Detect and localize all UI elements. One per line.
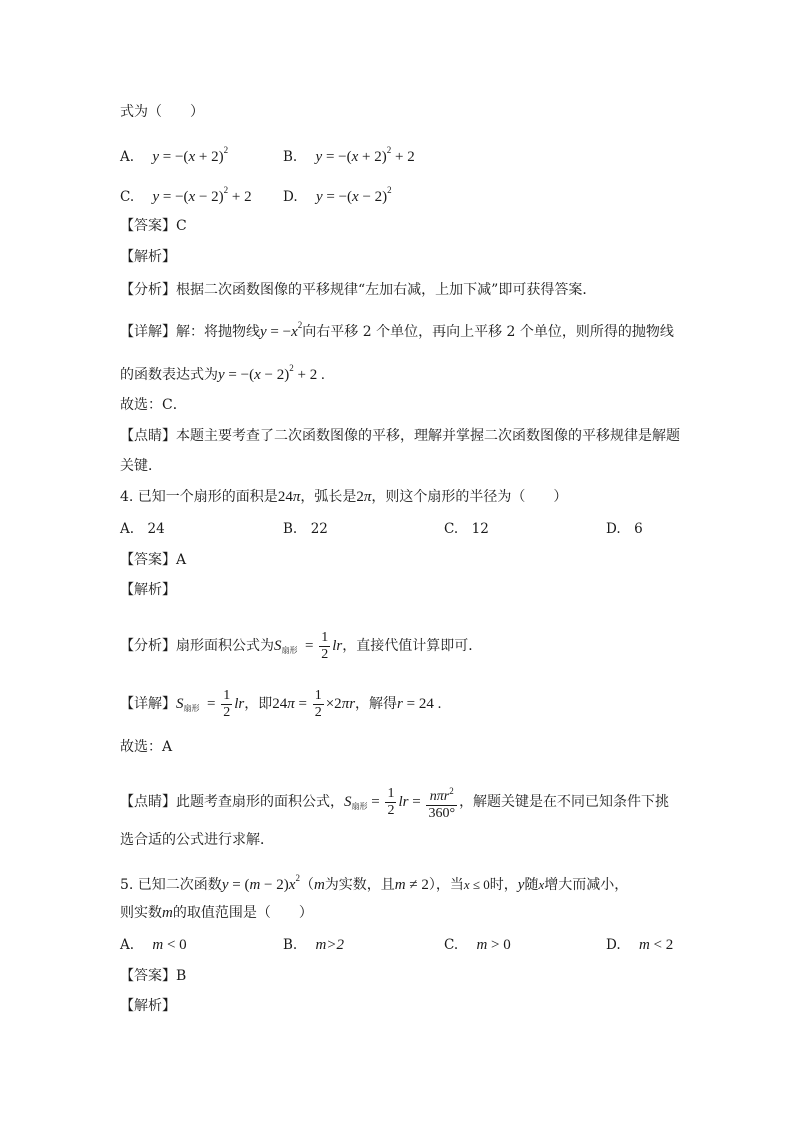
- formula: x: [538, 877, 545, 892]
- question-4: [120, 487, 567, 507]
- text: ，则这个扇形的半径为（ ）: [371, 489, 568, 505]
- formula: m: [313, 877, 325, 893]
- option-4d: D. 6: [606, 521, 643, 537]
- option-3b: [283, 140, 415, 167]
- text: ，直接代值计算即可．: [342, 637, 483, 654]
- answer-3: 【答案】C: [120, 218, 187, 234]
- formula: 24π = $\frac{1}{2}$ ×2πr: [272, 688, 356, 720]
- detail-3-line2: [120, 358, 325, 385]
- option-4c: C. 12: [444, 521, 489, 537]
- formula: $y = -(x - 2)^2 + 2$ .: [218, 363, 325, 383]
- answer-4: 【答案】A: [120, 552, 187, 568]
- option-5d: [606, 935, 673, 955]
- analysis-4: [120, 630, 482, 663]
- analysis-heading-5: 【解析】: [120, 998, 176, 1014]
- formula: x ≤ 0: [463, 877, 490, 892]
- text: ，解题关键是在不同已知条件下挑: [459, 793, 670, 810]
- text: 的取值范围是（ ）: [172, 905, 313, 921]
- choose-3: 故选：C．: [120, 397, 187, 413]
- option-5b-formula: m>2: [315, 937, 344, 953]
- text: 增大而减小，: [544, 877, 629, 893]
- option-3d: [283, 180, 392, 207]
- analysis-heading-4: 【解析】: [120, 582, 176, 598]
- formula: 2π: [356, 489, 372, 505]
- text: 则实数: [120, 905, 162, 921]
- answer-5: 【答案】B: [120, 968, 187, 984]
- text: 时，: [489, 877, 518, 893]
- formula: m: [162, 905, 173, 921]
- option-4a: A. 24: [120, 521, 165, 537]
- note-3-line1: 【点睛】本题主要考查了二次函数图像的平移，理解并掌握二次函数图像的平移规律是解题: [120, 428, 680, 444]
- formula: m ≠ 2: [394, 877, 429, 893]
- detail-4: [120, 688, 441, 721]
- option-3a: [120, 140, 228, 167]
- text: ，解得: [355, 695, 398, 712]
- option-5b: [283, 935, 344, 955]
- option-3b-formula: $y = -(x + 2)^2 + 2$: [315, 145, 415, 165]
- option-3c: [120, 180, 252, 207]
- option-5c-formula: m > 0: [476, 937, 511, 953]
- text: 【分析】扇形面积公式为: [120, 637, 274, 654]
- analysis-heading-3: 【解析】: [120, 249, 176, 265]
- option-label: D.: [606, 937, 621, 953]
- option-label: A.: [120, 149, 135, 165]
- text: 随: [524, 877, 539, 893]
- text: 向右平移 2 个单位，再向上平移 2 个单位，则所得的抛物线: [302, 324, 674, 340]
- option-label: B.: [283, 937, 298, 953]
- text: ，即: [244, 695, 273, 712]
- option-label: B.: [283, 149, 298, 165]
- text: （: [299, 877, 314, 893]
- option-5d-formula: m < 2: [638, 937, 674, 953]
- question-5-line1: [120, 868, 628, 895]
- note-4-line1: [120, 783, 669, 822]
- formula: r = 24 .: [397, 695, 442, 712]
- text: ），当: [428, 877, 464, 893]
- text: 【详解】解：将抛物线: [120, 324, 260, 340]
- formula: y: [517, 877, 525, 893]
- text: 5. 已知二次函数: [120, 877, 222, 893]
- formula: $y = (m - 2)x^2$: [221, 873, 300, 893]
- question-5-line2: [120, 903, 313, 923]
- option-4b: B. 22: [283, 521, 328, 537]
- choose-4: 故选：A: [120, 739, 173, 755]
- option-label: D.: [283, 189, 298, 205]
- text: ，弧长是: [300, 489, 357, 505]
- text: 4. 已知一个扇形的面积是: [120, 489, 278, 505]
- option-label: A.: [120, 937, 135, 953]
- formula: $S_{扇形}$ = $\frac{1}{2}$ lr: [274, 630, 343, 662]
- option-5c: [444, 935, 511, 955]
- subscript: 扇形: [281, 645, 298, 655]
- option-label: C.: [120, 189, 135, 205]
- option-3a-formula: $y = -(x + 2)^2$: [152, 145, 229, 165]
- note-4-line2: 选合适的公式进行求解．: [120, 832, 274, 848]
- detail-3-line1: [120, 315, 674, 342]
- formula: $S_{扇形}$ = $\frac{1}{2}$ lr: [176, 688, 245, 720]
- option-5a-formula: m < 0: [152, 937, 187, 953]
- formula: $y = -x^2$: [260, 320, 303, 340]
- option-5a: [120, 935, 187, 955]
- text: 【点睛】此题考查扇形的面积公式，: [120, 793, 344, 810]
- text: 【详解】: [120, 695, 176, 712]
- option-3d-formula: $y = -(x - 2)^2$: [315, 185, 392, 205]
- text: 为实数，且: [324, 877, 395, 893]
- note-3-line2: 关键．: [120, 458, 162, 474]
- option-3c-formula: $y = -(x - 2)^2 + 2$: [152, 185, 252, 205]
- analysis-3: 【分析】根据二次函数图像的平移规律“左加右减，上加下减”即可获得答案．: [120, 282, 597, 298]
- text: 的函数表达式为: [120, 367, 218, 383]
- option-label: C.: [444, 937, 459, 953]
- formula: $S_{扇形}$ = $\frac{1}{2}$ lr = $\frac{n\pi r^2}{360^\circ}$: [344, 794, 459, 810]
- question-3-tail: 式为（ ）: [120, 104, 204, 120]
- subscript: 扇形: [183, 703, 200, 713]
- subscript: 扇形: [351, 801, 368, 811]
- formula: 24π: [277, 489, 301, 505]
